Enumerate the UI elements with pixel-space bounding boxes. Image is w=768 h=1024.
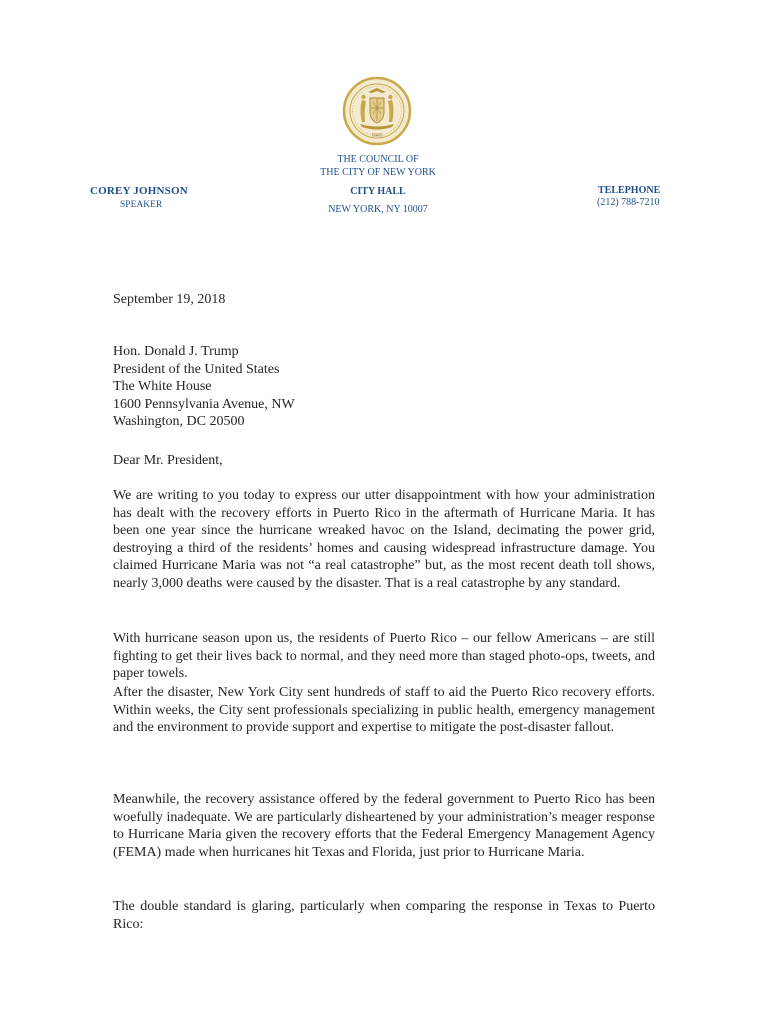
body-paragraph: We are writing to you today to express our utter disappointment with how your administration has dealt with the recovery efforts in Puerto Rico in the aftermath of Hurricane Maria. It has been one year since the hurricane wreaked havoc on the Island, decimating the power grid, destroying a third of the residents’ homes and causing widespread infrastructure damage. You claimed Hurricane Maria was not “a real catastrophe” but, as the most recent death toll shows, nearly 3,000 deaths were caused by the disaster. That is a real catastrophe by any standard. [113, 488, 655, 591]
recipient-line: The White House [113, 379, 212, 395]
city-hall-address: NEW YORK, NY 10007 [328, 204, 428, 215]
recipient-line: 1600 Pennsylvania Avenue, NW [113, 396, 295, 412]
recipient-line: President of the United States [113, 361, 280, 377]
sender-name: COREY JOHNSON [90, 185, 188, 197]
letter-date: September 19, 2018 [113, 292, 226, 307]
city-hall-label: CITY HALL [350, 186, 406, 197]
recipient-line: Washington, DC 20500 [113, 414, 245, 430]
council-name-line1: THE COUNCIL OF [337, 154, 419, 165]
telephone-label: TELEPHONE [598, 185, 661, 196]
body-paragraph: The double standard is glaring, particularly when comparing the response in Texas to Puerto Rico: [113, 899, 655, 932]
sender-title: SPEAKER [120, 200, 163, 210]
salutation: Dear Mr. President, [113, 453, 223, 468]
telephone-number: (212) 788-7210 [597, 197, 660, 208]
recipient-address [113, 343, 655, 431]
body-paragraph: With hurricane season upon us, the residents of Puerto Rico – our fellow Americans – are still fighting to get their lives back to normal, and they need more than staged photo-ops, tweets, and paper towels. [113, 631, 655, 682]
body-paragraph: Meanwhile, the recovery assistance offered by the federal government to Puerto Rico has been woefully inadequate. We are particularly disheartened by your administration’s meager response to Hurricane Maria given the recovery efforts that the Federal Emergency Management Agency (FEMA) made when hurricanes hit Texas and Florida, just prior to Hurricane Maria. [113, 792, 655, 860]
body-paragraph: After the disaster, New York City sent hundreds of staff to aid the Puerto Rico recovery efforts. Within weeks, the City sent professionals specializing in public health, emergency management and the environment to provide support and expertise to mitigate the post-disaster fallout. [113, 685, 655, 736]
recipient-line: Hon. Donald J. Trump [113, 344, 239, 359]
seal-year: 1665 [371, 132, 383, 139]
council-name-line2: THE CITY OF NEW YORK [320, 167, 436, 178]
city-seal-icon [342, 76, 412, 146]
